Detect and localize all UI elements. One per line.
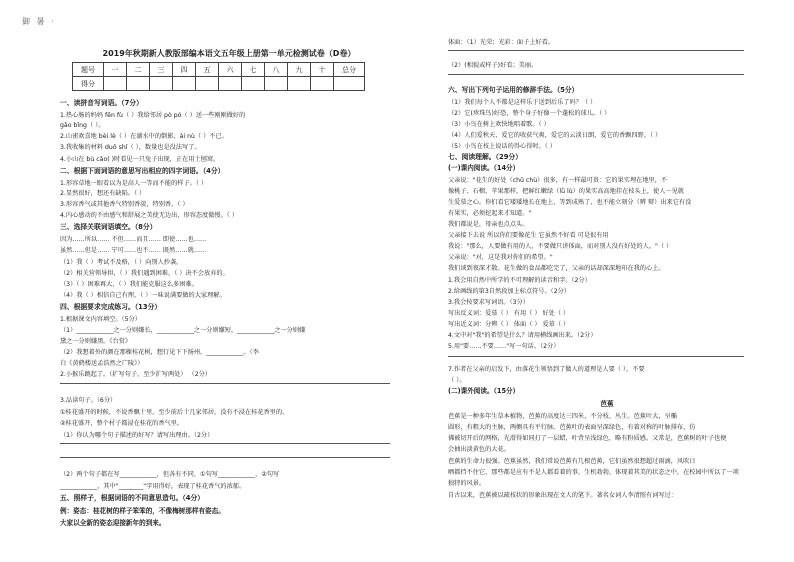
score-cell: 三 bbox=[150, 63, 173, 77]
text-line: 芭蕉是一种多年生草本植物，芭蕉的高度达三四米，不分枝，丛生。芭蕉叶大，呈椭 bbox=[448, 413, 677, 420]
text-line: 7.作者在父亲的启发下，由落花生领悟到了做人的道理是人要（ ），不要 bbox=[448, 366, 645, 373]
text-line: （3）小鸟在树上欢快地唱着歌。（ ） bbox=[448, 121, 550, 128]
text-line: 写出反义词：爱慕（ ） 有用（ ） 好处（ ） bbox=[448, 310, 570, 317]
text-line: 会抽出淡黄色的大花。 bbox=[448, 446, 510, 453]
text-line: （1）我们每个人不都是这样乐于送到后乐了吗？（ ） bbox=[448, 99, 597, 106]
text-line: 4.文中对"我"的希望是什么？请用横线画出来。（2分） bbox=[448, 332, 597, 339]
text-line: 四、根据要求完成练习。（13分） bbox=[60, 303, 162, 311]
score-cell[interactable] bbox=[242, 77, 265, 91]
text-line: 圆形，有粗大的主脉，两侧具有平行脉。芭蕉叶的表面呈深绿色，有着对称的叶脉排布，仿 bbox=[448, 424, 696, 431]
score-cell[interactable] bbox=[196, 77, 219, 91]
text-line: 芭蕉的生命力很强。芭蕉虽然，我们常说芭蕉有几根芭蕉，它们虽然很想超过雨滴，风吹日 bbox=[448, 458, 696, 465]
score-cell[interactable] bbox=[265, 77, 288, 91]
score-cell: 一 bbox=[104, 63, 127, 77]
text-line: （4）我（ ）相信自己有理，（ ）一味说满要做的大家理解。 bbox=[60, 292, 226, 299]
score-cell[interactable] bbox=[127, 77, 150, 91]
score-cell: 六 bbox=[219, 63, 242, 77]
text-line: 虽然……但是…… 宁可……也不…… 既然……就…… bbox=[60, 247, 207, 254]
text-line: 父亲接下去说 所以你们要像花生 它虽然不好看 可是很有用 bbox=[448, 232, 609, 239]
text-line: 父亲说："花生的好处（chǔ chù）很多，有一样最可贵：它的果实埋在地里，不 bbox=[448, 177, 668, 184]
score-cell: 七 bbox=[242, 63, 265, 77]
text-line: 自古以来，芭蕉被以疏枝状的形象出现在文人的笔下。著名女词人李清照有词写过： bbox=[448, 492, 677, 499]
score-cell: 十 bbox=[311, 63, 334, 77]
score-cell: 四 bbox=[173, 63, 196, 77]
corner-mark: 御 暑 · bbox=[22, 17, 56, 26]
text-line: 3.我收集的材料 duō shǐ（ ），数量也是没法写了。 bbox=[60, 144, 201, 151]
score-table bbox=[72, 62, 365, 91]
text-line: ②桂花盛开，整个村子都浸在桂花的香气里。 bbox=[60, 420, 184, 427]
text-line: 芭蕉 bbox=[600, 400, 614, 408]
text-line: 白《黄鹤楼送孟浩然之广陵》） bbox=[60, 360, 144, 367]
text-line: 一、读拼音写词语。（7分） bbox=[60, 99, 143, 107]
answer-line[interactable] bbox=[448, 356, 744, 357]
text-line: gāo bǐng（ ）。 bbox=[60, 122, 105, 129]
text-line: 2.显然很好，想还有缺陷。（ ） bbox=[60, 190, 146, 197]
score-cell: 得分 bbox=[73, 77, 104, 91]
text-line: 晒都挡不住它，那些都是应有不是人都看着的事，生机勃勃，体现着其美的状态之中，在校园中所以了一项 bbox=[448, 469, 739, 476]
answer-line[interactable] bbox=[448, 74, 744, 75]
score-table-row bbox=[73, 63, 365, 77]
text-line: 3.我会按要求写词语。（3分） bbox=[448, 299, 529, 306]
text-line: 有果实，必须挖起来才知道。" bbox=[448, 210, 532, 217]
text-line: 体面：（1）光荣；光彩：面子上好看。 bbox=[448, 39, 555, 46]
score-cell: 九 bbox=[288, 63, 311, 77]
score-cell[interactable] bbox=[311, 77, 334, 91]
text-line: 2.山雀欢喜地 bèi lè（ ）在湖水中的倒影，ài nù（ ）不已。 bbox=[60, 133, 228, 140]
text-line: 三、选择关联词语填空。（8分） bbox=[60, 223, 157, 231]
text-line: 独特的风景。 bbox=[448, 480, 486, 487]
text-line: 5.用"要……不要……"写一句话。（2分） bbox=[448, 343, 560, 350]
text-line: 五、照样子，根据词语的不同意思造句。（4分） bbox=[60, 494, 205, 502]
answer-line[interactable] bbox=[448, 50, 744, 51]
text-line: 1.热心肠的妈妈 fēn fù（ ）我给邻居 pò pó（ ）送一些刚刚做好的 bbox=[60, 112, 246, 119]
text-line: 1.形容草地一眼看以为是高人一等而不能的样子。（ ） bbox=[60, 180, 208, 187]
score-cell[interactable] bbox=[173, 77, 196, 91]
text-line: 3.品读句子。（6分） bbox=[60, 397, 117, 404]
text-line: (二)课外阅读。（15分） bbox=[448, 387, 520, 395]
exam-title: 2019年秋期新人教版部编本语文五年级上册第一单元检测试卷（D卷） bbox=[102, 49, 356, 58]
text-line: 二、根据下面词语的意思写出相应的四字词语。（4分） bbox=[60, 167, 225, 175]
answer-line[interactable] bbox=[60, 383, 390, 384]
text-line: 生爱慕之心。你们看它矮矮地长在地上，等到成熟了，也不能立刻分（辨 辩）出来它有没 bbox=[448, 199, 692, 206]
score-cell: 总分 bbox=[334, 63, 365, 77]
text-line: 4.小山在 bù cǎo( )时看见一只兔子出现，正在用土刨窝。 bbox=[60, 156, 220, 163]
text-line: （3）（ ）困难再大，（ ）我们能克服这么多困难。 bbox=[60, 281, 198, 288]
text-line: 写出近义词：分辨（ ） 体面（ ） 爱慕（ ） bbox=[448, 321, 570, 328]
text-line: 因为……所以…… 不但……而且…… 即使……也…… bbox=[60, 236, 207, 243]
text-line: 2.小猴乐跳起了。（扩写句子，至少扩写两处） （2分） bbox=[60, 371, 212, 378]
text-line: 佛被切开后的网格，光滑得如同打了一层蜡，叶背呈浅绿色，略有粉质感。又常是，芭蕉树的叶子也便 bbox=[448, 435, 727, 442]
text-line: 大家以全新的姿态迎接新年的到来。 bbox=[60, 519, 166, 527]
text-line: （2）相关营领导担，（ ）我们遇到困难，（ ）决不会放弃的。 bbox=[60, 270, 229, 277]
text-line: （4）人们爱秋天，爱它的收获气爽，爱它的云淡日朗，爱它的香飘四野。（ ） bbox=[448, 132, 662, 139]
text-line: （2）两个句子都在写____________，但各有不同，①句写____________，②句写 bbox=[60, 471, 280, 478]
text-line: 3.形容香气或其他香气特别香淡，特别香。（ ） bbox=[60, 201, 189, 208]
text-line: （1）你认为哪个句子描述的好写？请写出理由。（2分） bbox=[60, 432, 214, 439]
text-line: （2）(相貌或样子)好看；美丽。 bbox=[448, 62, 538, 69]
score-cell[interactable] bbox=[219, 77, 242, 91]
score-cell: 八 bbox=[265, 63, 288, 77]
score-cell[interactable] bbox=[334, 77, 365, 91]
text-line: （ ）。 bbox=[448, 377, 466, 384]
text-line: 4.内心感动的不由感气和舒展之美使无边出，形容态度傲慢。（ ） bbox=[60, 212, 239, 219]
text-line: 父亲说："对，这是我对你们的希望。" bbox=[448, 254, 553, 261]
text-line: 七、阅读理解。（29分） bbox=[448, 153, 523, 161]
text-line: 我们谈到夜深才散。花生做的食品都吃完了，父亲的话却深深地印在我的心上。 bbox=[448, 265, 665, 272]
score-cell[interactable] bbox=[288, 77, 311, 91]
text-line: （5）小鸟在枝上说话的得心得时。（ ） bbox=[448, 143, 556, 150]
text-line: ____________，其中"________"字用得好，表现了桂花香气的浓郁。 bbox=[60, 483, 246, 490]
answer-line[interactable] bbox=[60, 457, 390, 458]
text-line: 像桃子、石榴、苹果那样，把鲜红嫩绿（lǜ lù）的果实高高地挂在枝头上，使人一见就 bbox=[448, 188, 684, 195]
text-line: 1.我会用自然中所学的不可理解的读音和字。（2分） bbox=[448, 277, 591, 284]
text-line: (一)课内阅读。（14分） bbox=[448, 164, 520, 172]
score-cell: 题号 bbox=[73, 63, 104, 77]
text-line: 黛之一分则嫌黑。《台赏》 bbox=[60, 338, 132, 345]
text-line: 2.给画线的第3自然段加上标点符号。（2分） bbox=[448, 288, 571, 295]
text-line: 例：姿态：桂花树的样子笨笨的，不像梅树那样有姿态。 bbox=[60, 507, 225, 515]
text-line: （1）我（ ）考试不及格，（ ）向别人抄袭。 bbox=[60, 259, 183, 266]
score-cell[interactable] bbox=[104, 77, 127, 91]
answer-line[interactable] bbox=[60, 443, 390, 444]
text-line: （2）它(珍珠鸟)好恐，整个身子好像一个蓬松的球儿。（ ） bbox=[448, 110, 611, 117]
text-line: （2）我想着外的颜在那棵桂花树，想行见下下扬州。____________。（李 bbox=[60, 349, 259, 356]
score-cell[interactable] bbox=[150, 77, 173, 91]
score-cell: 二 bbox=[127, 63, 150, 77]
text-line: 1.根据课文内容填空。（5分） bbox=[60, 316, 141, 323]
text-line: 六、写出下列句子运用的修辞手法。（5分） bbox=[448, 86, 579, 94]
text-line: 我们都说是，母亲也点点头。 bbox=[448, 221, 529, 228]
score-table-row bbox=[73, 77, 365, 91]
score-cell: 五 bbox=[196, 63, 219, 77]
text-line: ①桂花盛开的时候，不说香飘十里，至少前后十几家邻居，没有不浸在桂花香里的。 bbox=[60, 409, 289, 416]
text-line: 我说："那么，人要做有用的人，不要做只讲体面，而对别人没有好处的人。"（ ） bbox=[448, 243, 673, 250]
text-line: （1）____________之一分则嫌长，____________之一分则嫌短，____________之一分则嫌 bbox=[60, 327, 306, 334]
